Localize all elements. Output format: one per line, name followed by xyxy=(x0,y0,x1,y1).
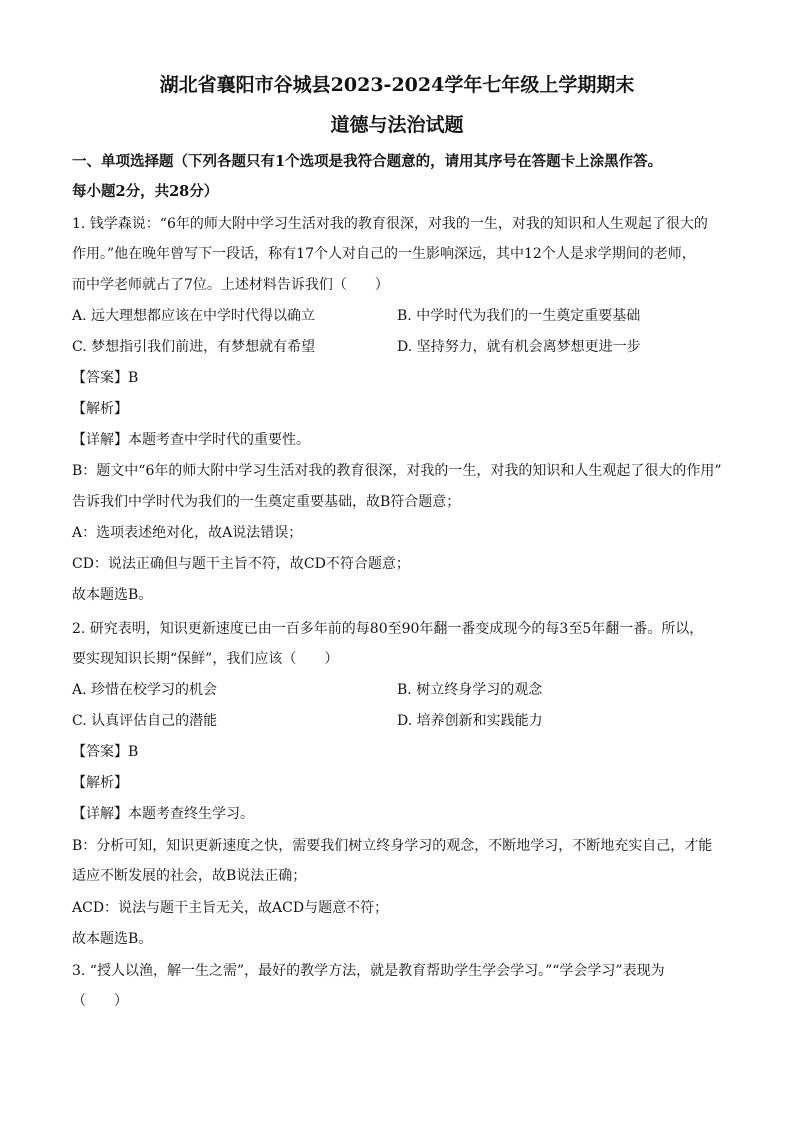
q3-stem-line: （ ） xyxy=(72,993,128,1009)
q2-answer: 【答案】B xyxy=(72,744,139,760)
q2-detail-line: 适应不断发展的社会，故B说法正确； xyxy=(72,868,307,884)
q1-detail-line: 告诉我们中学时代为我们的一生奠定重要基础，故B符合题意； xyxy=(72,494,461,510)
q2-detail-line: ACD：说法与题干主旨无关，故ACD与题意不符； xyxy=(72,900,389,916)
q2-detail-line: 故本题选B。 xyxy=(72,931,153,947)
q3-stem-line: 3. “授人以渔，解一生之需”，最好的教学方法，就是教育帮助学生学会学习。”“学会学习”表现为 xyxy=(72,963,665,979)
q2-stem-line: 要实现知识长期“保鲜”，我们应该（ ） xyxy=(72,651,339,667)
q1-analysis-label: 【解析】 xyxy=(72,401,128,417)
q2-option-c: C. 认真评估自己的潜能 xyxy=(72,713,218,729)
q1-option-d: D. 坚持努力，就有机会离梦想更进一步 xyxy=(397,339,641,355)
q1-option-a: A. 远大理想都应该在中学时代得以确立 xyxy=(72,308,316,324)
q1-stem-line: 而中学老师就占了7位。上述材料告诉我们（ ） xyxy=(72,277,389,293)
document-title: 湖北省襄阳市谷城县2023-2024学年七年级上学期期末 xyxy=(159,74,635,96)
q1-answer: 【答案】B xyxy=(72,370,139,386)
q2-analysis-label: 【解析】 xyxy=(72,775,128,791)
q2-option-a: A. 珍惜在校学习的机会 xyxy=(72,682,218,698)
q1-detail-line: 【详解】本题考查中学时代的重要性。 xyxy=(72,432,310,448)
q2-option-d: D. 培养创新和实践能力 xyxy=(397,713,543,729)
document-subtitle: 道德与法治试题 xyxy=(330,114,464,136)
section-heading-cont: 每小题2分，共28分） xyxy=(72,183,219,200)
q1-option-c: C. 梦想指引我们前进，有梦想就有希望 xyxy=(72,339,316,355)
q1-detail-line: B：题文中“6年的师大附中学习生活对我的教育很深，对我的一生，对我的知识和人生观起了很大的作用” xyxy=(72,463,722,479)
q1-detail-line: 故本题选B。 xyxy=(72,587,153,603)
q2-option-b: B. 树立终身学习的观念 xyxy=(397,682,543,698)
q1-detail-line: A：选项表述绝对化，故A说法错误； xyxy=(72,525,303,541)
q1-option-b: B. 中学时代为我们的一生奠定重要基础 xyxy=(397,308,641,324)
section-heading: 一、单项选择题（下列各题只有1个选项是我符合题意的，请用其序号在答题卡上涂黑作答。 xyxy=(72,153,663,170)
q2-detail-line: B：分析可知，知识更新速度之快，需要我们树立终身学习的观念，不断地学习，不断地充实自己，才能 xyxy=(72,838,713,854)
q1-stem-line: 1. 钱学森说：“6年的师大附中学习生活对我的教育很深，对我的一生，对我的知识和人生观起了很大的 xyxy=(72,216,708,232)
q1-detail-line: CD：说法正确但与题干主旨不符，故CD不符合题意； xyxy=(72,556,410,572)
q2-stem-line: 2. 研究表明，知识更新速度已由一百多年前的每80至90年翻一番变成现今的每3至5年翻一番。所以， xyxy=(72,621,704,637)
q2-detail-line: 【详解】本题考查终生学习。 xyxy=(72,806,254,822)
q1-stem-line: 作用。”他在晚年曾写下一段话，称有17个人对自己的一生影响深远，其中12个人是求学期间的老师， xyxy=(72,246,696,262)
